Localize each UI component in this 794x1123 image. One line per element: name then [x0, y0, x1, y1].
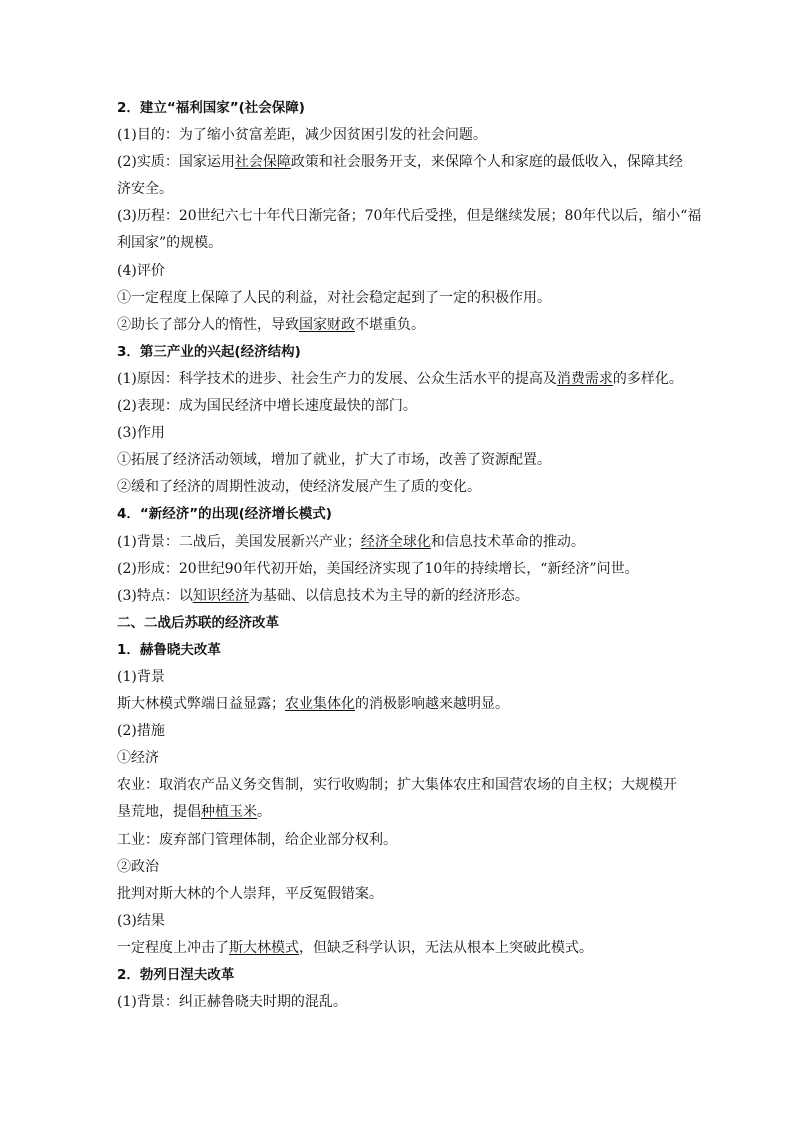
text-segment: 的多样化。 [612, 370, 683, 387]
text-segment: (1)原因：科学技术的进步、社会生产力的发展、公众生活水平的提高及 [117, 370, 557, 387]
text-segment: ②缓和了经济的周期性波动，使经济发展产生了质的变化。 [117, 479, 481, 496]
text-segment: (2)形成：20世纪90年代初开始，美国经济实现了10年的持续增长，“新经济”问世。 [117, 560, 639, 577]
text-line [117, 556, 687, 583]
text-segment: (2)表现：成为国民经济中增长速度最快的部门。 [117, 398, 417, 415]
text-segment: 一定程度上冲击了 [117, 939, 229, 956]
section-heading [117, 339, 687, 366]
text-line [117, 447, 687, 474]
text-segment: (3)历程：20世纪六七十年代日渐完备；70年代后受挫，但是继续发展；80年代以后，缩小“福 [117, 208, 702, 225]
text-segment: ①经济 [117, 750, 159, 767]
text-segment: (4)评价 [117, 262, 165, 279]
text-segment: 的消极影响越来越明显。 [355, 696, 509, 713]
text-segment: 3．第三产业的兴起(经济结构) [117, 343, 301, 360]
text-segment: (1)背景：二战后，美国发展新兴产业； [117, 533, 361, 550]
text-segment: (3)特点：以 [117, 587, 193, 604]
text-line [117, 285, 687, 312]
text-line [117, 529, 687, 556]
underlined-term: 斯大林模式 [229, 939, 299, 956]
document-page [117, 95, 702, 1016]
text-line [117, 854, 687, 881]
text-segment: ①一定程度上保障了人民的利益，对社会稳定起到了一定的积极作用。 [117, 289, 551, 306]
text-line [117, 176, 687, 203]
text-segment: 农业：取消农产品义务交售制，实行收购制；扩大集体农庄和国营农场的自主权；大规模开 [117, 777, 677, 794]
text-segment: 和信息技术革命的推动。 [430, 533, 585, 550]
underlined-term: 国家财政 [299, 316, 355, 333]
text-line [117, 312, 687, 339]
text-line [117, 393, 687, 420]
text-segment: 利国家”的规模。 [117, 235, 223, 252]
section-heading [117, 610, 687, 637]
text-segment: (3)作用 [117, 425, 165, 442]
text-segment: (1)背景 [117, 668, 165, 685]
text-line [117, 745, 687, 772]
text-line [117, 799, 687, 826]
text-segment: 1．赫鲁晓夫改革 [117, 641, 221, 658]
text-segment: ②助长了部分人的惰性，导致 [117, 316, 299, 333]
text-segment: 2．建立“福利国家”(社会保障) [117, 100, 305, 116]
text-line [117, 474, 687, 501]
underlined-term: 消费需求 [556, 370, 613, 387]
text-line [117, 122, 687, 149]
text-segment: 济安全。 [117, 181, 173, 198]
text-segment: ②政治 [117, 858, 159, 875]
underlined-term: 农业集体化 [285, 696, 355, 713]
text-line [117, 691, 687, 718]
section-heading [117, 962, 687, 989]
text-line [117, 772, 687, 799]
underlined-term: 社会保障 [234, 154, 291, 171]
text-segment: (1)目的：为了缩小贫富差距，减少因贫困引发的社会问题。 [117, 127, 487, 144]
underlined-term: 知识经济 [192, 587, 249, 604]
text-line [117, 827, 687, 854]
text-segment: 垦荒地，提倡 [117, 804, 201, 821]
text-segment: 二、二战后苏联的经济改革 [117, 614, 279, 631]
text-segment: 4．“新经济”的出现(经济增长模式) [117, 506, 332, 523]
section-heading [117, 95, 687, 122]
text-segment: ①拓展了经济活动领域，增加了就业，扩大了市场，改善了资源配置。 [117, 452, 551, 469]
text-segment: 不堪重负。 [355, 316, 425, 333]
text-line [117, 258, 687, 285]
text-segment: (3)结果 [117, 912, 165, 929]
text-segment: (2)措施 [117, 723, 165, 740]
text-segment: (1)背景：纠正赫鲁晓夫时期的混乱。 [117, 994, 347, 1011]
text-line [117, 664, 687, 691]
text-line [117, 908, 687, 935]
text-line [117, 989, 687, 1016]
text-segment: 斯大林模式弊端日益显露； [117, 696, 285, 713]
text-line [117, 230, 687, 257]
underlined-term: 经济全球化 [360, 533, 431, 550]
text-segment: 政策和社会服务开支，来保障个人和家庭的最低收入，保障其经 [290, 154, 683, 171]
section-heading [117, 501, 687, 528]
text-line [117, 935, 687, 962]
text-line [117, 366, 687, 393]
text-segment: 工业：废弃部门管理体制，给企业部分权利。 [117, 831, 397, 848]
text-segment: 为基础、以信息技术为主导的新的经济形态。 [248, 587, 529, 604]
text-line [117, 881, 687, 908]
text-line [117, 718, 687, 745]
underlined-term: 种植玉米 [201, 804, 257, 821]
text-line [117, 583, 687, 610]
text-segment: 批判对斯大林的个人崇拜，平反冤假错案。 [117, 885, 383, 902]
text-line [117, 149, 687, 176]
text-segment: 2．勃列日涅夫改革 [117, 967, 235, 983]
text-line [117, 203, 702, 230]
text-line [117, 420, 687, 447]
text-segment: 。 [257, 804, 271, 821]
text-segment: (2)实质：国家运用 [117, 154, 235, 171]
text-segment: ，但缺乏科学认识，无法从根本上突破此模式。 [299, 939, 593, 956]
section-heading [117, 637, 687, 664]
